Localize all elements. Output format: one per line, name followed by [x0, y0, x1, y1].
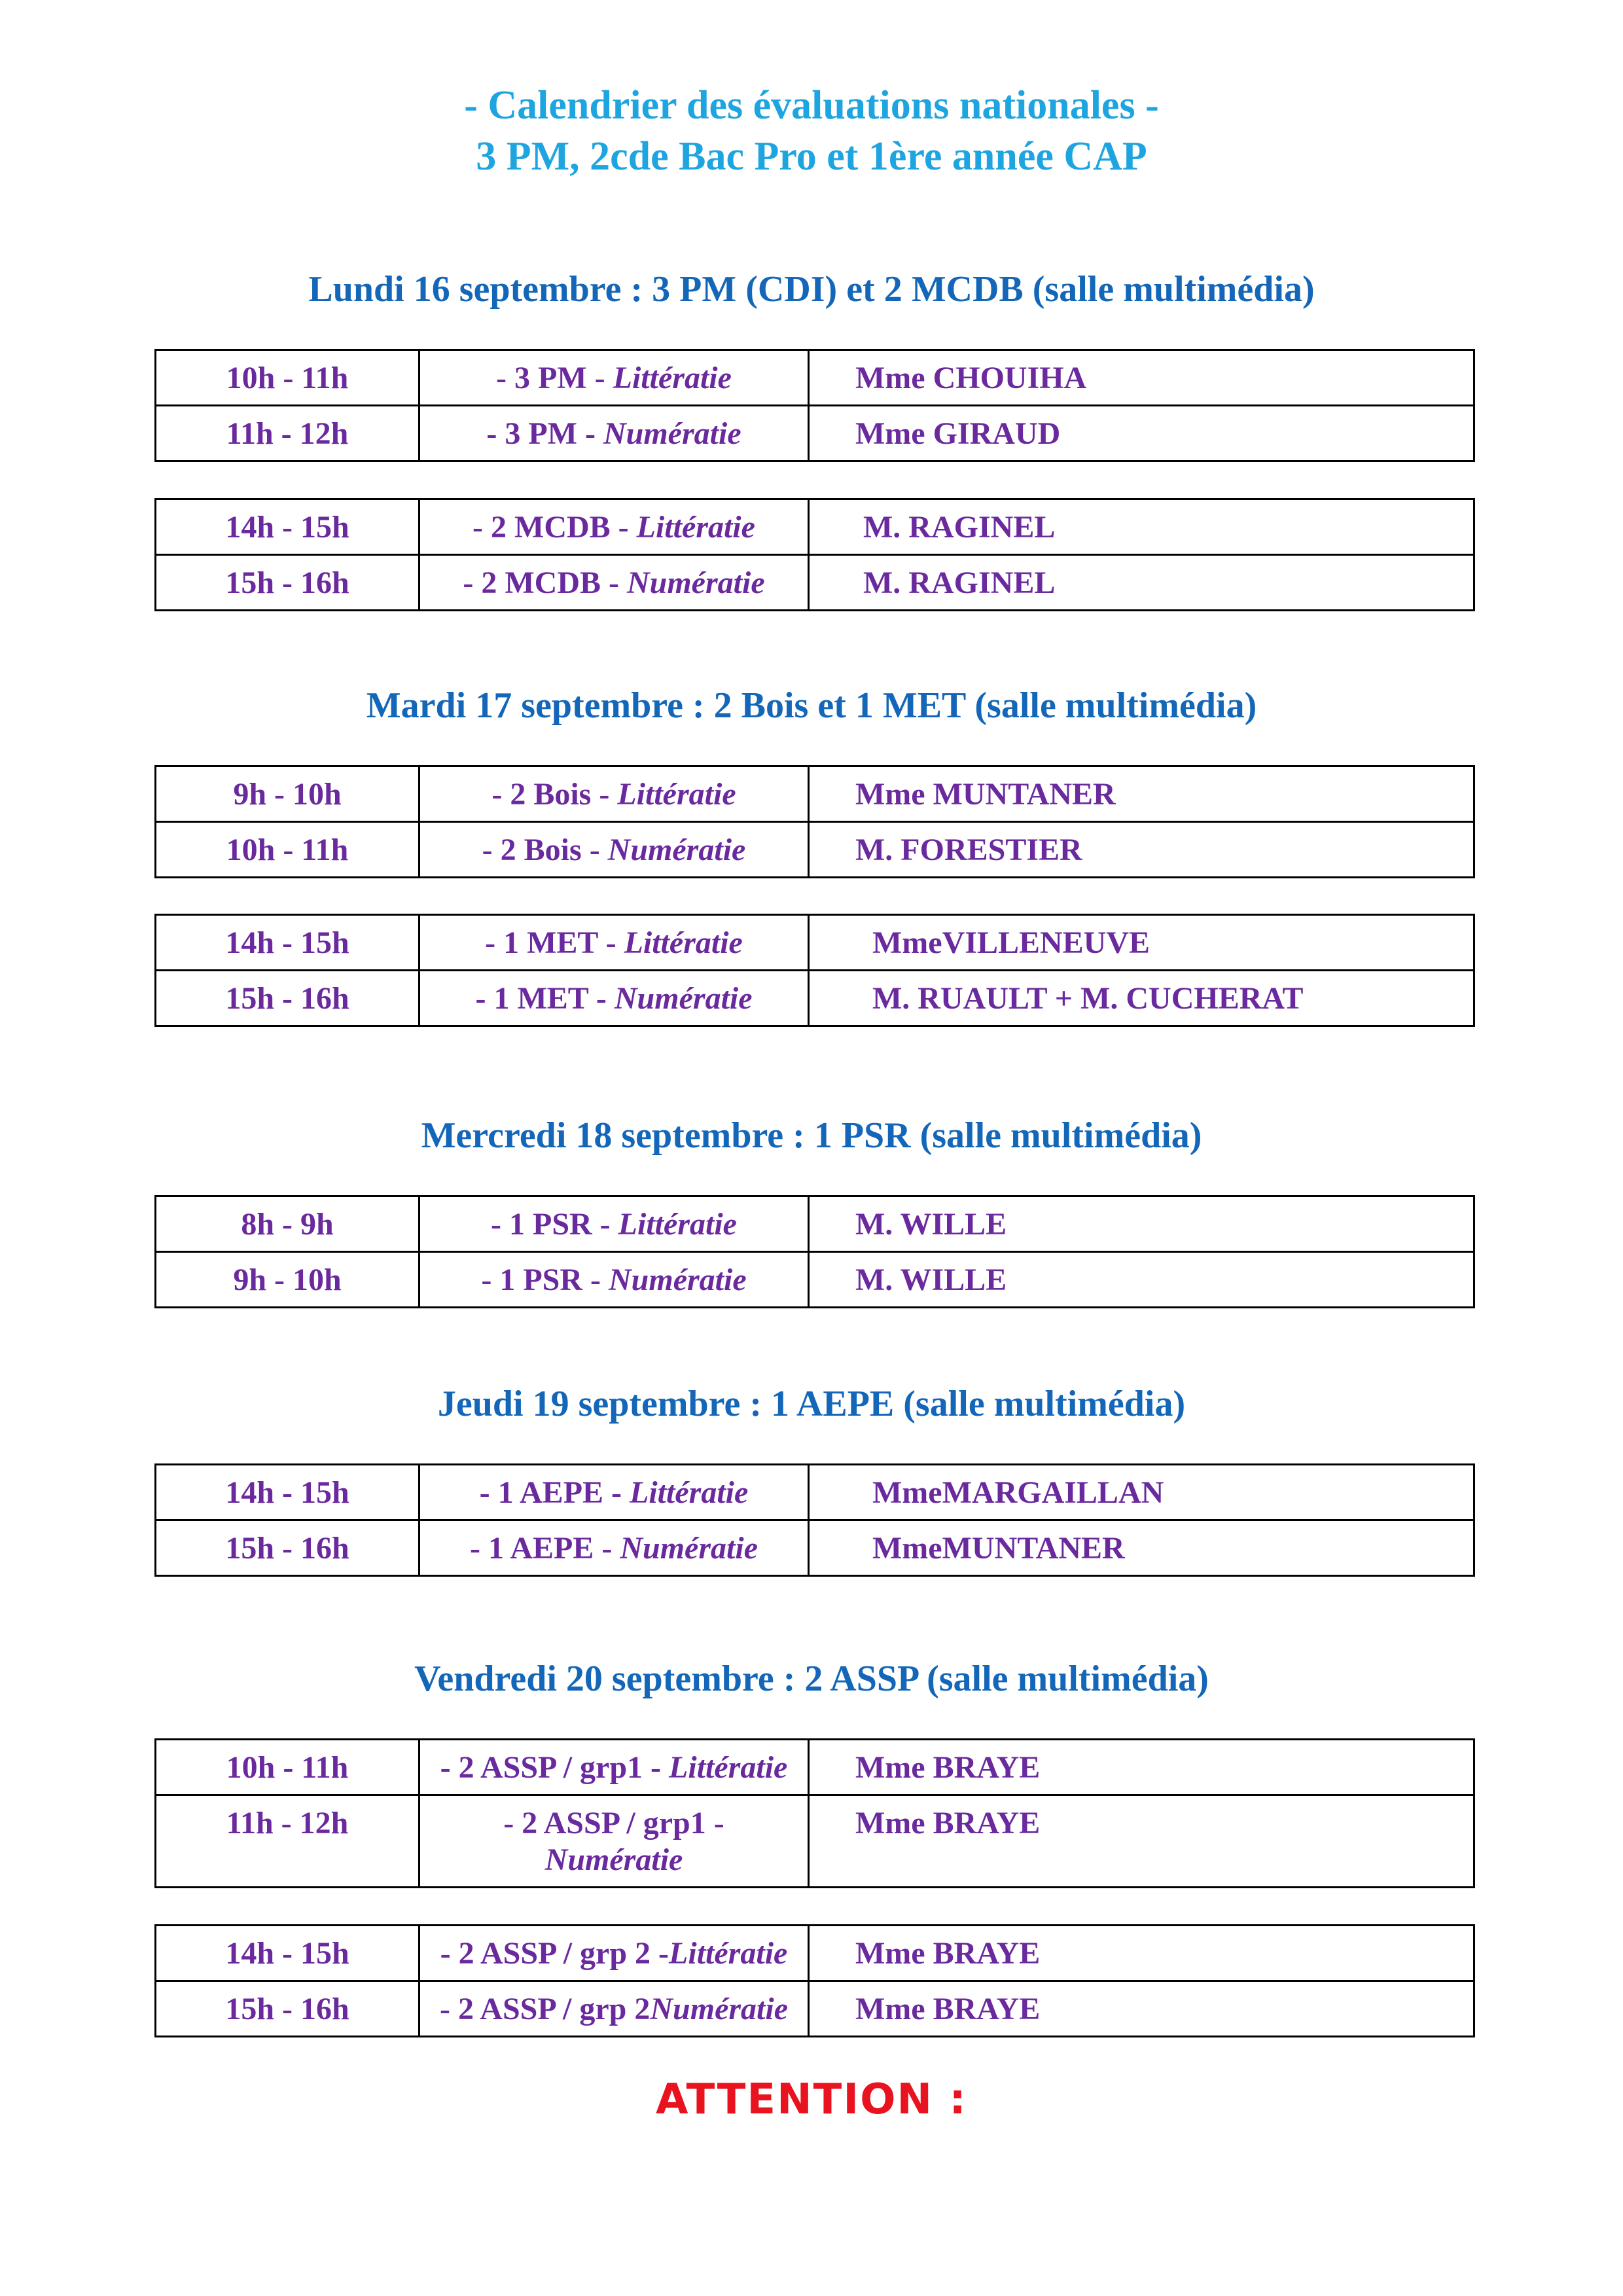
subject-cell: - 1 MET - Numératie: [419, 971, 809, 1026]
subject-cell: - 1 AEPE - Numératie: [419, 1520, 809, 1576]
title-line-2: 3 PM, 2cde Bac Pro et 1ère année CAP: [476, 134, 1147, 179]
table-row: [156, 1740, 1474, 1795]
table-row: [156, 1520, 1474, 1576]
teacher-cell: Mme BRAYE: [809, 1795, 1474, 1888]
schedule-table-mercredi: [154, 1195, 1475, 1308]
time-cell: 9h - 10h: [156, 766, 419, 822]
teacher-cell: MmeMARGAILLAN: [809, 1465, 1474, 1520]
time-cell: 15h - 16h: [156, 971, 419, 1026]
table-row: [156, 555, 1474, 611]
time-cell: 14h - 15h: [156, 915, 419, 971]
time-cell: 10h - 11h: [156, 822, 419, 878]
table-row: [156, 971, 1474, 1026]
table-row: [156, 822, 1474, 878]
time-cell: 9h - 10h: [156, 1252, 419, 1308]
schedule-table-mardi-afternoon: [154, 914, 1475, 1027]
subject-cell: - 2 Bois - Numératie: [419, 822, 809, 878]
teacher-cell: M. RAGINEL: [809, 499, 1474, 555]
time-cell: 11h - 12h: [156, 406, 419, 461]
teacher-cell: Mme BRAYE: [809, 1740, 1474, 1795]
table-row: [156, 1465, 1474, 1520]
day-heading-vendredi: Vendredi 20 septembre : 2 ASSP (salle multimédia): [414, 1659, 1209, 1699]
time-cell: 15h - 16h: [156, 555, 419, 611]
teacher-cell: M. WILLE: [809, 1252, 1474, 1308]
day-heading-mardi: Mardi 17 septembre : 2 Bois et 1 MET (salle multimédia): [366, 685, 1257, 726]
teacher-cell: MmeMUNTANER: [809, 1520, 1474, 1576]
time-cell: 11h - 12h: [156, 1795, 419, 1888]
time-cell: 15h - 16h: [156, 1981, 419, 2037]
teacher-cell: MmeVILLENEUVE: [809, 915, 1474, 971]
table-row: [156, 499, 1474, 555]
day-heading-lundi: Lundi 16 septembre : 3 PM (CDI) et 2 MCDB (salle multimédia): [308, 269, 1315, 310]
time-cell: 8h - 9h: [156, 1196, 419, 1252]
schedule-table-jeudi: [154, 1463, 1475, 1577]
subject-cell: - 1 PSR - Littératie: [419, 1196, 809, 1252]
teacher-cell: Mme MUNTANER: [809, 766, 1474, 822]
table-row: [156, 766, 1474, 822]
teacher-cell: M. WILLE: [809, 1196, 1474, 1252]
subject-cell: - 2 ASSP / grp1 - Numératie: [419, 1795, 809, 1888]
time-cell: 14h - 15h: [156, 1465, 419, 1520]
schedule-table-lundi-morning: [154, 349, 1475, 462]
table-row: [156, 1981, 1474, 2037]
day-heading-mercredi: Mercredi 18 septembre : 1 PSR (salle multimédia): [421, 1115, 1202, 1156]
teacher-cell: M. FORESTIER: [809, 822, 1474, 878]
subject-cell: - 2 ASSP / grp1 - Littératie: [419, 1740, 809, 1795]
title-line-1: - Calendrier des évaluations nationales -: [464, 83, 1159, 128]
time-cell: 10h - 11h: [156, 350, 419, 406]
table-row: [156, 1196, 1474, 1252]
time-cell: 10h - 11h: [156, 1740, 419, 1795]
time-cell: 14h - 15h: [156, 1926, 419, 1981]
table-row: [156, 350, 1474, 406]
time-cell: 15h - 16h: [156, 1520, 419, 1576]
attention-notice: ATTENTION :: [656, 2075, 967, 2124]
subject-cell: - 2 MCDB - Littératie: [419, 499, 809, 555]
teacher-cell: M. RUAULT + M. CUCHERAT: [809, 971, 1474, 1026]
teacher-cell: M. RAGINEL: [809, 555, 1474, 611]
teacher-cell: Mme BRAYE: [809, 1981, 1474, 2037]
teacher-cell: Mme GIRAUD: [809, 406, 1474, 461]
table-row: [156, 1926, 1474, 1981]
schedule-table-vendredi-morning: [154, 1738, 1475, 1888]
schedule-table-vendredi-afternoon: [154, 1924, 1475, 2037]
teacher-cell: Mme BRAYE: [809, 1926, 1474, 1981]
schedule-table-lundi-afternoon: [154, 498, 1475, 611]
day-heading-jeudi: Jeudi 19 septembre : 1 AEPE (salle multimédia): [437, 1384, 1186, 1424]
subject-cell: - 2 MCDB - Numératie: [419, 555, 809, 611]
table-row: [156, 406, 1474, 461]
time-cell: 14h - 15h: [156, 499, 419, 555]
table-row: [156, 1795, 1474, 1888]
subject-cell: - 2 ASSP / grp 2Numératie: [419, 1981, 809, 2037]
page-title: [0, 80, 1623, 182]
subject-cell: - 2 ASSP / grp 2 -Littératie: [419, 1926, 809, 1981]
subject-cell: - 3 PM - Numératie: [419, 406, 809, 461]
table-row: [156, 915, 1474, 971]
table-row: [156, 1252, 1474, 1308]
schedule-table-mardi-morning: [154, 765, 1475, 878]
subject-cell: - 1 PSR - Numératie: [419, 1252, 809, 1308]
subject-cell: - 3 PM - Littératie: [419, 350, 809, 406]
subject-cell: - 1 MET - Littératie: [419, 915, 809, 971]
subject-cell: - 2 Bois - Littératie: [419, 766, 809, 822]
teacher-cell: Mme CHOUIHA: [809, 350, 1474, 406]
subject-cell: - 1 AEPE - Littératie: [419, 1465, 809, 1520]
